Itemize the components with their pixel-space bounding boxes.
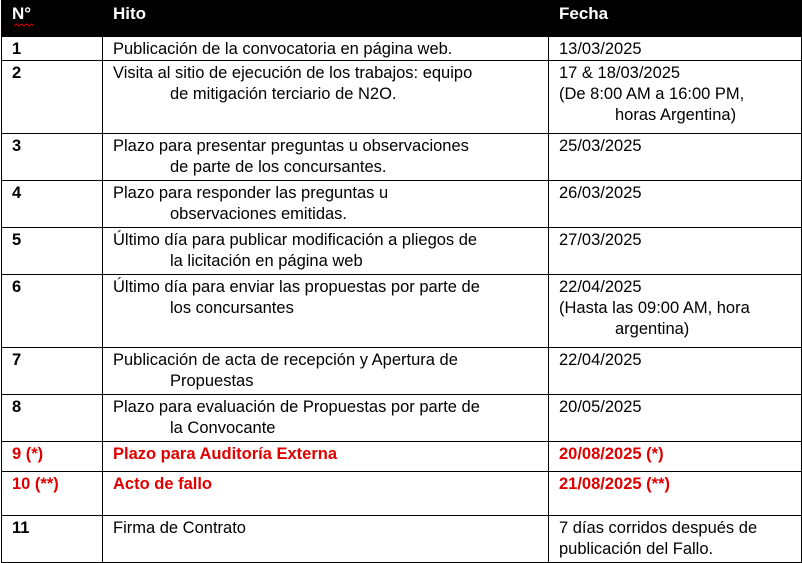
- hito-line: la Convocante: [170, 419, 276, 437]
- row-hito: [103, 348, 549, 395]
- hito-line: Propuestas: [170, 372, 254, 390]
- row-hito: [103, 275, 549, 348]
- table-row-highlight: [2, 442, 802, 472]
- row-hito: [103, 395, 549, 442]
- row-hito: [103, 442, 549, 472]
- fecha-line: 22/04/2025: [559, 351, 642, 369]
- fecha-line: 20/05/2025: [559, 398, 642, 416]
- table-row: [2, 395, 802, 442]
- hito-line: Último día para enviar las propuestas por parte de: [113, 278, 480, 296]
- row-num: 6: [2, 275, 103, 348]
- table-row: [2, 61, 802, 134]
- fecha-line: argentina): [615, 320, 690, 338]
- table-row: [2, 348, 802, 395]
- fecha-line: 17 & 18/03/2025: [559, 64, 681, 82]
- table-row: [2, 181, 802, 228]
- header-fecha: Fecha: [549, 1, 802, 37]
- hito-line: la licitación en página web: [170, 252, 363, 270]
- row-fecha: [549, 134, 802, 181]
- hito-line: Plazo para evaluación de Propuestas por parte de: [113, 398, 480, 416]
- row-num: 2: [2, 61, 103, 134]
- row-num: 1: [2, 37, 103, 61]
- row-hito: [103, 228, 549, 275]
- row-hito: [103, 472, 549, 516]
- row-hito: [103, 61, 549, 134]
- header-num: [2, 1, 103, 37]
- fecha-line: horas Argentina): [615, 106, 737, 124]
- row-num: 8: [2, 395, 103, 442]
- row-num: 11: [2, 516, 103, 563]
- row-hito: [103, 181, 549, 228]
- row-fecha: [549, 472, 802, 516]
- row-num: 3: [2, 134, 103, 181]
- hito-line: Visita al sitio de ejecución de los trabajos: equipo: [113, 64, 473, 82]
- fecha-line: 13/03/2025: [559, 40, 642, 58]
- fecha-line: 20/08/2025 (*): [559, 445, 664, 463]
- table-row: [2, 516, 802, 563]
- spellcheck-underline-icon: [14, 23, 34, 27]
- hito-line: Último día para publicar modificación a pliegos de: [113, 231, 478, 249]
- hito-line: Plazo para Auditoría Externa: [113, 445, 338, 463]
- row-num: 7: [2, 348, 103, 395]
- hito-line: los concursantes: [170, 299, 294, 317]
- hito-line: Plazo para presentar preguntas u observaciones: [113, 137, 469, 155]
- fecha-line: 27/03/2025: [559, 231, 642, 249]
- row-hito: [103, 516, 549, 563]
- row-hito: [103, 134, 549, 181]
- row-fecha: [549, 395, 802, 442]
- row-num: 4: [2, 181, 103, 228]
- table-header-row: [2, 1, 802, 37]
- row-fecha: [549, 61, 802, 134]
- fecha-line: 26/03/2025: [559, 184, 642, 202]
- header-hito: Hito: [103, 1, 549, 37]
- hito-line: Publicación de acta de recepción y Apertura de: [113, 351, 458, 369]
- table-row: [2, 228, 802, 275]
- row-fecha: [549, 348, 802, 395]
- row-num: 9 (*): [2, 442, 103, 472]
- row-hito: [103, 37, 549, 61]
- row-fecha: [549, 228, 802, 275]
- fecha-line: 22/04/2025: [559, 278, 642, 296]
- table-row: [2, 37, 802, 61]
- hito-line: Acto de fallo: [113, 475, 213, 493]
- table-row: [2, 275, 802, 348]
- fecha-line: (De 8:00 AM a 16:00 PM,: [559, 85, 745, 103]
- hito-line: de parte de los concursantes.: [170, 158, 387, 176]
- table-row-highlight: [2, 472, 802, 516]
- table-row: [2, 134, 802, 181]
- row-fecha: [549, 275, 802, 348]
- milestones-table: [1, 0, 802, 563]
- fecha-line: publicación del Fallo.: [559, 540, 714, 558]
- row-fecha: [549, 181, 802, 228]
- hito-line: observaciones emitidas.: [170, 205, 348, 223]
- header-num-label: N°: [12, 4, 32, 23]
- row-fecha: [549, 516, 802, 563]
- row-num: 10 (**): [2, 472, 103, 516]
- fecha-line: 7 días corridos después de: [559, 519, 758, 537]
- row-fecha: [549, 442, 802, 472]
- fecha-line: (Hasta las 09:00 AM, hora: [559, 299, 750, 317]
- hito-line: Firma de Contrato: [113, 519, 246, 537]
- fecha-line: 21/08/2025 (**): [559, 475, 670, 493]
- hito-line: Plazo para responder las preguntas u: [113, 184, 389, 202]
- hito-line: de mitigación terciario de N2O.: [170, 85, 397, 103]
- fecha-line: 25/03/2025: [559, 137, 642, 155]
- hito-line: Publicación de la convocatoria en página web.: [113, 40, 453, 58]
- row-fecha: [549, 37, 802, 61]
- row-num: 5: [2, 228, 103, 275]
